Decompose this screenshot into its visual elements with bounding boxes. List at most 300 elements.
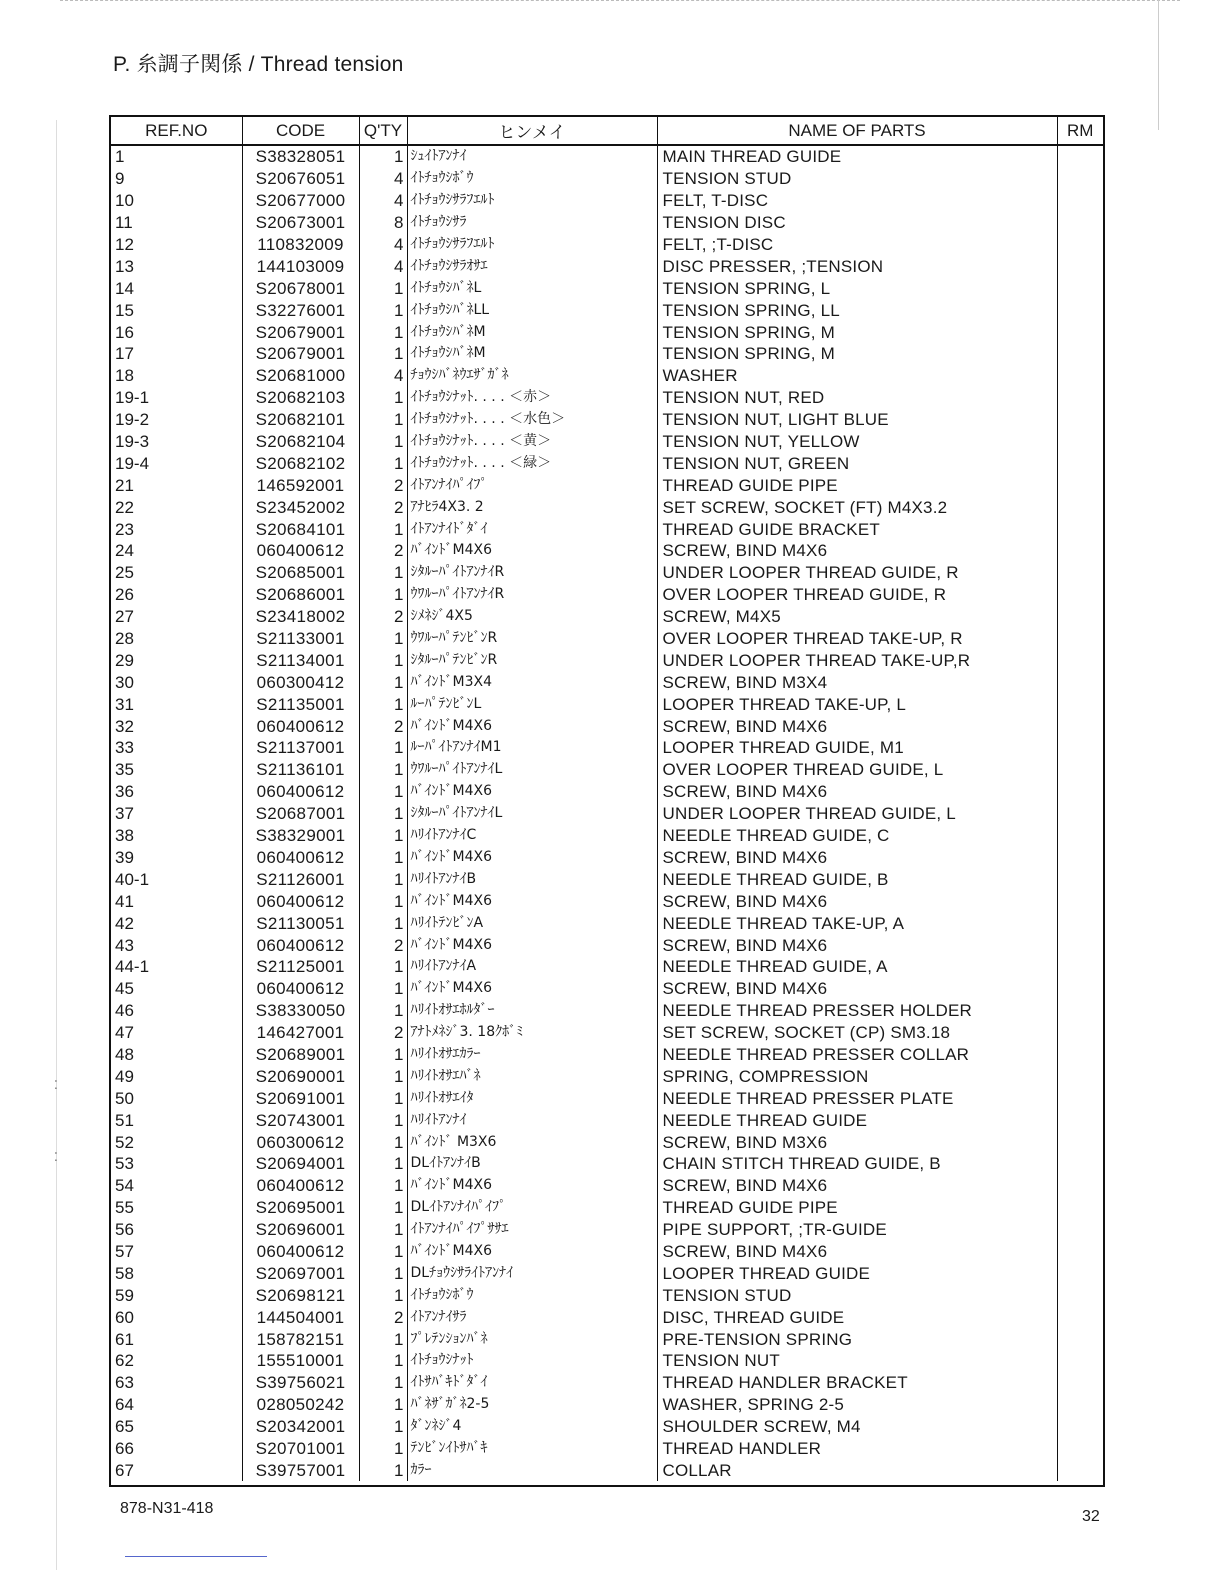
part-name-cell: NEEDLE THREAD TAKE-UP, A — [657, 912, 1057, 934]
part-name-cell: TENSION NUT, RED — [657, 387, 1057, 409]
code-cell: S20695001 — [242, 1197, 359, 1219]
scan-bottom-mark — [125, 1556, 267, 1557]
kana-name-cell: ｲﾄﾁｮｳｼｻﾗﾌｴﾙﾄ — [407, 234, 657, 256]
part-name-cell: OVER LOOPER THREAD GUIDE, L — [657, 759, 1057, 781]
table-row — [111, 387, 1103, 409]
table-row — [111, 912, 1103, 934]
qty-cell: 1 — [359, 1350, 407, 1372]
code-cell: 158782151 — [242, 1328, 359, 1350]
table-row — [111, 1022, 1103, 1044]
ref-no-cell: 52 — [111, 1131, 242, 1153]
table-row — [111, 1241, 1103, 1263]
page-title: P. 糸調子関係 / Thread tension — [113, 53, 404, 76]
part-name-cell: SCREW, BIND M4X6 — [657, 1175, 1057, 1197]
code-cell: 110832009 — [242, 234, 359, 256]
ref-no-cell: 22 — [111, 496, 242, 518]
ref-no-cell: 63 — [111, 1372, 242, 1394]
part-name-cell: SCREW, BIND M4X6 — [657, 1241, 1057, 1263]
kana-name-cell: ﾊﾞｲﾝﾄﾞM4X6 — [407, 847, 657, 869]
table-row — [111, 234, 1103, 256]
code-cell: S20679001 — [242, 343, 359, 365]
kana-name-cell: ﾊﾘｲﾄｵｻｴﾊﾞﾈ — [407, 1065, 657, 1087]
table-row — [111, 1153, 1103, 1175]
table-row — [111, 1394, 1103, 1416]
table-row — [111, 540, 1103, 562]
part-name-cell: SCREW, BIND M4X6 — [657, 890, 1057, 912]
code-cell: S20682102 — [242, 452, 359, 474]
kana-name-cell: ﾀﾞﾝﾈｼﾞ4 — [407, 1416, 657, 1438]
remarks-cell — [1057, 803, 1103, 825]
table-row — [111, 606, 1103, 628]
qty-cell: 1 — [359, 759, 407, 781]
ref-no-cell: 35 — [111, 759, 242, 781]
code-cell: S20696001 — [242, 1219, 359, 1241]
part-name-cell: THREAD HANDLER — [657, 1438, 1057, 1460]
table-row — [111, 562, 1103, 584]
qty-cell: 2 — [359, 540, 407, 562]
ref-no-cell: 50 — [111, 1087, 242, 1109]
qty-cell: 1 — [359, 1065, 407, 1087]
kana-name-cell: ﾃﾝﾋﾞﾝｲﾄｻﾊﾞｷ — [407, 1438, 657, 1460]
table-row — [111, 1000, 1103, 1022]
part-name-cell: TENSION NUT, GREEN — [657, 452, 1057, 474]
qty-cell: 1 — [359, 803, 407, 825]
ref-no-cell: 28 — [111, 628, 242, 650]
ref-no-cell: 39 — [111, 847, 242, 869]
part-name-cell: NEEDLE THREAD GUIDE, A — [657, 956, 1057, 978]
kana-name-cell: ｼﾒﾈｼﾞ4X5 — [407, 606, 657, 628]
table-row — [111, 1262, 1103, 1284]
part-name-cell: TENSION NUT, YELLOW — [657, 431, 1057, 453]
remarks-cell — [1057, 1306, 1103, 1328]
table-row — [111, 1087, 1103, 1109]
table-row — [111, 343, 1103, 365]
ref-no-cell: 65 — [111, 1416, 242, 1438]
qty-cell: 1 — [359, 452, 407, 474]
ref-no-cell: 19-2 — [111, 409, 242, 431]
table-row — [111, 321, 1103, 343]
ref-no-cell: 37 — [111, 803, 242, 825]
qty-cell: 1 — [359, 825, 407, 847]
code-cell: S21134001 — [242, 649, 359, 671]
remarks-cell — [1057, 1175, 1103, 1197]
part-name-cell: TENSION NUT — [657, 1350, 1057, 1372]
ref-no-cell: 14 — [111, 277, 242, 299]
code-cell: S20701001 — [242, 1438, 359, 1460]
kana-name-cell: ｲﾄｱﾝﾅｲﾄﾞﾀﾞｲ — [407, 518, 657, 540]
kana-name-cell: ﾙｰﾊﾟｲﾄｱﾝﾅｲM1 — [407, 737, 657, 759]
table-row — [111, 1197, 1103, 1219]
kana-name-cell: ｳﾜﾙｰﾊﾟｲﾄｱﾝﾅｲR — [407, 584, 657, 606]
kana-name-cell: ﾊﾞｲﾝﾄﾞM4X6 — [407, 781, 657, 803]
table-row — [111, 584, 1103, 606]
remarks-cell — [1057, 321, 1103, 343]
qty-cell: 1 — [359, 1262, 407, 1284]
remarks-cell — [1057, 1262, 1103, 1284]
part-name-cell: PIPE SUPPORT, ;TR-GUIDE — [657, 1219, 1057, 1241]
table-row — [111, 1416, 1103, 1438]
table-row — [111, 649, 1103, 671]
code-cell: S20698121 — [242, 1284, 359, 1306]
kana-name-cell: ﾊﾞｲﾝﾄﾞM4X6 — [407, 715, 657, 737]
table-row — [111, 212, 1103, 234]
remarks-cell — [1057, 868, 1103, 890]
ref-no-cell: 10 — [111, 190, 242, 212]
ref-no-cell: 18 — [111, 365, 242, 387]
table-row — [111, 693, 1103, 715]
table-row — [111, 628, 1103, 650]
ref-no-cell: 42 — [111, 912, 242, 934]
code-cell: S20686001 — [242, 584, 359, 606]
code-cell: S20682103 — [242, 387, 359, 409]
kana-name-cell: ﾊﾘｲﾄﾃﾝﾋﾞﾝA — [407, 912, 657, 934]
qty-cell: 1 — [359, 1109, 407, 1131]
kana-name-cell: ｼﾀﾙｰﾊﾟﾃﾝﾋﾞﾝR — [407, 649, 657, 671]
kana-name-cell: ﾊﾞｲﾝﾄﾞM4X6 — [407, 934, 657, 956]
qty-cell: 1 — [359, 890, 407, 912]
part-name-cell: TENSION STUD — [657, 1284, 1057, 1306]
kana-name-cell: ﾊﾞｲﾝﾄﾞM4X6 — [407, 978, 657, 1000]
table-row — [111, 1065, 1103, 1087]
table-row — [111, 1306, 1103, 1328]
part-name-cell: COLLAR — [657, 1459, 1057, 1481]
qty-cell: 1 — [359, 693, 407, 715]
code-cell: S20689001 — [242, 1044, 359, 1066]
part-name-cell: TENSION STUD — [657, 168, 1057, 190]
table-row — [111, 1175, 1103, 1197]
remarks-cell — [1057, 1219, 1103, 1241]
qty-cell: 1 — [359, 387, 407, 409]
qty-cell: 1 — [359, 562, 407, 584]
ref-no-cell: 66 — [111, 1438, 242, 1460]
qty-cell: 1 — [359, 649, 407, 671]
code-cell: S20678001 — [242, 277, 359, 299]
kana-name-cell: ｼﾀﾙｰﾊﾟｲﾄｱﾝﾅｲL — [407, 803, 657, 825]
qty-cell: 1 — [359, 1000, 407, 1022]
part-name-cell: SCREW, BIND M4X6 — [657, 781, 1057, 803]
table-row — [111, 1219, 1103, 1241]
scan-speck: ⁚ — [54, 1078, 58, 1092]
remarks-cell — [1057, 1000, 1103, 1022]
document-number: 878-N31-418 — [120, 1500, 214, 1517]
ref-no-cell: 57 — [111, 1241, 242, 1263]
table-row — [111, 1044, 1103, 1066]
table-row — [111, 715, 1103, 737]
table-row — [111, 825, 1103, 847]
code-cell: S20691001 — [242, 1087, 359, 1109]
part-name-cell: SET SCREW, SOCKET (CP) SM3.18 — [657, 1022, 1057, 1044]
table-row — [111, 409, 1103, 431]
remarks-cell — [1057, 1438, 1103, 1460]
kana-name-cell: ｱﾅﾄﾒﾈｼﾞ3. 18ｸﾎﾞﾐ — [407, 1022, 657, 1044]
remarks-cell — [1057, 606, 1103, 628]
qty-cell: 1 — [359, 1087, 407, 1109]
kana-name-cell: ﾊﾘｲﾄｱﾝﾅｲB — [407, 868, 657, 890]
qty-cell: 2 — [359, 934, 407, 956]
code-cell: S20684101 — [242, 518, 359, 540]
qty-cell: 4 — [359, 190, 407, 212]
header-name-of-parts: NAME OF PARTS — [657, 117, 1057, 145]
part-name-cell: DISC PRESSER, ;TENSION — [657, 255, 1057, 277]
qty-cell: 1 — [359, 1416, 407, 1438]
ref-no-cell: 1 — [111, 145, 242, 168]
header-rm: RM — [1057, 117, 1103, 145]
code-cell: 155510001 — [242, 1350, 359, 1372]
qty-cell: 8 — [359, 212, 407, 234]
code-cell: S21133001 — [242, 628, 359, 650]
part-name-cell: CHAIN STITCH THREAD GUIDE, B — [657, 1153, 1057, 1175]
remarks-cell — [1057, 431, 1103, 453]
ref-no-cell: 12 — [111, 234, 242, 256]
qty-cell: 4 — [359, 365, 407, 387]
qty-cell: 1 — [359, 1459, 407, 1481]
remarks-cell — [1057, 1416, 1103, 1438]
qty-cell: 1 — [359, 1131, 407, 1153]
ref-no-cell: 60 — [111, 1306, 242, 1328]
kana-name-cell: ｲﾄﾁｮｳｼﾅｯﾄ. . . . ＜水色＞ — [407, 409, 657, 431]
code-cell: S23418002 — [242, 606, 359, 628]
scan-speck: ⁚ — [54, 1150, 58, 1164]
kana-name-cell: ｲﾄｱﾝﾅｲﾊﾟｲﾌﾟｻｻｴ — [407, 1219, 657, 1241]
qty-cell: 1 — [359, 518, 407, 540]
code-cell: 060400612 — [242, 715, 359, 737]
table-row — [111, 299, 1103, 321]
qty-cell: 1 — [359, 1438, 407, 1460]
kana-name-cell: ｲﾄﾁｮｳｼﾊﾞﾈM — [407, 343, 657, 365]
parts-table — [111, 117, 1103, 1481]
ref-no-cell: 31 — [111, 693, 242, 715]
qty-cell: 4 — [359, 168, 407, 190]
qty-cell: 1 — [359, 628, 407, 650]
part-name-cell: TENSION SPRING, M — [657, 343, 1057, 365]
table-row — [111, 1459, 1103, 1481]
remarks-cell — [1057, 1022, 1103, 1044]
ref-no-cell: 9 — [111, 168, 242, 190]
remarks-cell — [1057, 715, 1103, 737]
qty-cell: 1 — [359, 868, 407, 890]
remarks-cell — [1057, 890, 1103, 912]
code-cell: S21125001 — [242, 956, 359, 978]
ref-no-cell: 15 — [111, 299, 242, 321]
binding-margin-line — [56, 120, 57, 1570]
qty-cell: 1 — [359, 321, 407, 343]
code-cell: S38329001 — [242, 825, 359, 847]
part-name-cell: SPRING, COMPRESSION — [657, 1065, 1057, 1087]
remarks-cell — [1057, 956, 1103, 978]
remarks-cell — [1057, 584, 1103, 606]
remarks-cell — [1057, 409, 1103, 431]
kana-name-cell: ｼﾀﾙｰﾊﾟｲﾄｱﾝﾅｲR — [407, 562, 657, 584]
remarks-cell — [1057, 1044, 1103, 1066]
table-row — [111, 1131, 1103, 1153]
part-name-cell: NEEDLE THREAD GUIDE — [657, 1109, 1057, 1131]
kana-name-cell: ｼｭｲﾄｱﾝﾅｲ — [407, 145, 657, 168]
kana-name-cell: DLﾁｮｳｼｻﾗｲﾄｱﾝﾅｲ — [407, 1262, 657, 1284]
ref-no-cell: 11 — [111, 212, 242, 234]
scan-right-edge — [1158, 0, 1159, 130]
qty-cell: 1 — [359, 847, 407, 869]
ref-no-cell: 48 — [111, 1044, 242, 1066]
table-row — [111, 978, 1103, 1000]
part-name-cell: SCREW, BIND M4X6 — [657, 978, 1057, 1000]
code-cell: S20679001 — [242, 321, 359, 343]
remarks-cell — [1057, 781, 1103, 803]
code-cell: S39757001 — [242, 1459, 359, 1481]
table-row — [111, 890, 1103, 912]
code-cell: S20743001 — [242, 1109, 359, 1131]
code-cell: 060400612 — [242, 847, 359, 869]
part-name-cell: NEEDLE THREAD PRESSER HOLDER — [657, 1000, 1057, 1022]
table-row — [111, 452, 1103, 474]
kana-name-cell: ﾊﾘｲﾄｱﾝﾅｲC — [407, 825, 657, 847]
code-cell: S20694001 — [242, 1153, 359, 1175]
ref-no-cell: 19-3 — [111, 431, 242, 453]
remarks-cell — [1057, 1087, 1103, 1109]
qty-cell: 1 — [359, 343, 407, 365]
table-row — [111, 518, 1103, 540]
remarks-cell — [1057, 671, 1103, 693]
part-name-cell: WASHER — [657, 365, 1057, 387]
kana-name-cell: DLｲﾄｱﾝﾅｲB — [407, 1153, 657, 1175]
remarks-cell — [1057, 518, 1103, 540]
qty-cell: 1 — [359, 1197, 407, 1219]
table-row — [111, 934, 1103, 956]
remarks-cell — [1057, 934, 1103, 956]
code-cell: 060300612 — [242, 1131, 359, 1153]
remarks-cell — [1057, 190, 1103, 212]
table-row — [111, 168, 1103, 190]
kana-name-cell: ｳﾜﾙｰﾊﾟｲﾄｱﾝﾅｲL — [407, 759, 657, 781]
remarks-cell — [1057, 212, 1103, 234]
remarks-cell — [1057, 1372, 1103, 1394]
kana-name-cell: ｲﾄﾁｮｳｼﾅｯﾄ. . . . ＜赤＞ — [407, 387, 657, 409]
code-cell: S20682104 — [242, 431, 359, 453]
qty-cell: 1 — [359, 737, 407, 759]
code-cell: 060400612 — [242, 1175, 359, 1197]
qty-cell: 1 — [359, 1372, 407, 1394]
kana-name-cell: ﾊﾞｲﾝﾄﾞM4X6 — [407, 890, 657, 912]
remarks-cell — [1057, 847, 1103, 869]
part-name-cell: PRE-TENSION SPRING — [657, 1328, 1057, 1350]
code-cell: S21126001 — [242, 868, 359, 890]
part-name-cell: TENSION SPRING, M — [657, 321, 1057, 343]
remarks-cell — [1057, 1197, 1103, 1219]
code-cell: 060400612 — [242, 540, 359, 562]
remarks-cell — [1057, 1328, 1103, 1350]
code-cell: 060300412 — [242, 671, 359, 693]
kana-name-cell: ﾊﾞｲﾝﾄﾞM4X6 — [407, 1175, 657, 1197]
ref-no-cell: 17 — [111, 343, 242, 365]
qty-cell: 1 — [359, 956, 407, 978]
part-name-cell: SHOULDER SCREW, M4 — [657, 1416, 1057, 1438]
kana-name-cell: DLｲﾄｱﾝﾅｲﾊﾟｲﾌﾟ — [407, 1197, 657, 1219]
remarks-cell — [1057, 759, 1103, 781]
code-cell: S20682101 — [242, 409, 359, 431]
code-cell: S20681000 — [242, 365, 359, 387]
ref-no-cell: 26 — [111, 584, 242, 606]
table-row — [111, 1438, 1103, 1460]
code-cell: S21136101 — [242, 759, 359, 781]
code-cell: S32276001 — [242, 299, 359, 321]
remarks-cell — [1057, 628, 1103, 650]
ref-no-cell: 49 — [111, 1065, 242, 1087]
remarks-cell — [1057, 1394, 1103, 1416]
ref-no-cell: 67 — [111, 1459, 242, 1481]
kana-name-cell: ｲﾄｱﾝﾅｲｻﾗ — [407, 1306, 657, 1328]
part-name-cell: UNDER LOOPER THREAD GUIDE, L — [657, 803, 1057, 825]
qty-cell: 1 — [359, 671, 407, 693]
code-cell: S20342001 — [242, 1416, 359, 1438]
ref-no-cell: 40-1 — [111, 868, 242, 890]
part-name-cell: UNDER LOOPER THREAD GUIDE, R — [657, 562, 1057, 584]
ref-no-cell: 64 — [111, 1394, 242, 1416]
part-name-cell: SCREW, BIND M4X6 — [657, 715, 1057, 737]
part-name-cell: WASHER, SPRING 2-5 — [657, 1394, 1057, 1416]
qty-cell: 2 — [359, 1306, 407, 1328]
ref-no-cell: 47 — [111, 1022, 242, 1044]
part-name-cell: LOOPER THREAD GUIDE — [657, 1262, 1057, 1284]
code-cell: 146592001 — [242, 474, 359, 496]
ref-no-cell: 30 — [111, 671, 242, 693]
parts-table-frame — [109, 115, 1105, 1487]
code-cell: S39756021 — [242, 1372, 359, 1394]
code-cell: 060400612 — [242, 1241, 359, 1263]
code-cell: S20685001 — [242, 562, 359, 584]
table-row — [111, 145, 1103, 168]
qty-cell: 2 — [359, 474, 407, 496]
kana-name-cell: ｲﾄﾁｮｳｼﾅｯﾄ. . . . ＜黄＞ — [407, 431, 657, 453]
part-name-cell: SCREW, BIND M4X6 — [657, 540, 1057, 562]
qty-cell: 1 — [359, 781, 407, 803]
code-cell: S23452002 — [242, 496, 359, 518]
header-code: CODE — [242, 117, 359, 145]
table-row — [111, 496, 1103, 518]
part-name-cell: LOOPER THREAD GUIDE, M1 — [657, 737, 1057, 759]
code-cell: 060400612 — [242, 934, 359, 956]
table-row — [111, 431, 1103, 453]
qty-cell: 1 — [359, 1394, 407, 1416]
remarks-cell — [1057, 1459, 1103, 1481]
qty-cell: 1 — [359, 145, 407, 168]
qty-cell: 1 — [359, 1175, 407, 1197]
part-name-cell: NEEDLE THREAD PRESSER PLATE — [657, 1087, 1057, 1109]
code-cell: S38330050 — [242, 1000, 359, 1022]
table-row — [111, 781, 1103, 803]
code-cell: 060400612 — [242, 978, 359, 1000]
remarks-cell — [1057, 1153, 1103, 1175]
ref-no-cell: 43 — [111, 934, 242, 956]
remarks-cell — [1057, 649, 1103, 671]
kana-name-cell: ｲﾄﾁｮｳｼﾎﾞｳ — [407, 1284, 657, 1306]
remarks-cell — [1057, 1109, 1103, 1131]
qty-cell: 1 — [359, 1241, 407, 1263]
ref-no-cell: 51 — [111, 1109, 242, 1131]
header-kana-name: ヒンメイ — [407, 117, 657, 145]
qty-cell: 2 — [359, 1022, 407, 1044]
ref-no-cell: 55 — [111, 1197, 242, 1219]
kana-name-cell: ｲﾄｱﾝﾅｲﾊﾟｲﾌﾟ — [407, 474, 657, 496]
remarks-cell — [1057, 1241, 1103, 1263]
kana-name-cell: ﾊﾘｲﾄｵｻｴｶﾗｰ — [407, 1044, 657, 1066]
kana-name-cell: ﾌﾟﾚﾃﾝｼｮﾝﾊﾞﾈ — [407, 1328, 657, 1350]
code-cell: 060400612 — [242, 781, 359, 803]
kana-name-cell: ﾙｰﾊﾟﾃﾝﾋﾞﾝL — [407, 693, 657, 715]
part-name-cell: SCREW, M4X5 — [657, 606, 1057, 628]
qty-cell: 1 — [359, 912, 407, 934]
code-cell: S20697001 — [242, 1262, 359, 1284]
part-name-cell: DISC, THREAD GUIDE — [657, 1306, 1057, 1328]
part-name-cell: NEEDLE THREAD GUIDE, C — [657, 825, 1057, 847]
